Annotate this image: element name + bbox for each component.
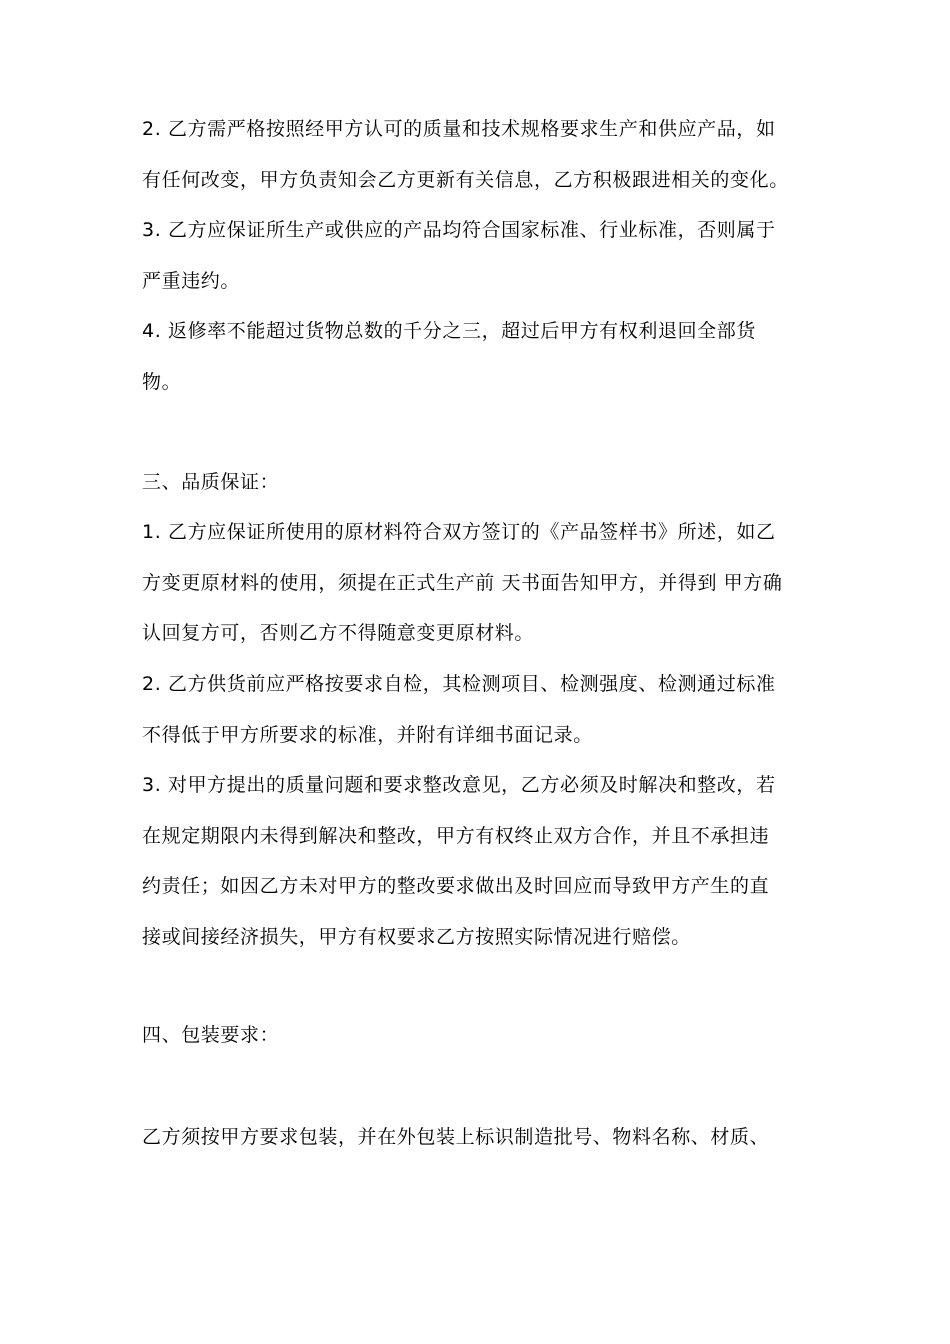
packaging-line-1: 乙方须按甲方要求包装，并在外包装上标识制造批号、物料名称、材质、 — [142, 1126, 770, 1148]
clause-2-line-2: 有任何改变，甲方负责知会乙方更新有关信息，乙方积极跟进相关的变化。 — [142, 169, 789, 191]
clause-3-line-1: 3. 乙方应保证所生产或供应的产品均符合国家标准、行业标准，否则属于 — [142, 219, 776, 241]
section-heading-packaging: 四、包装要求： — [142, 1024, 280, 1046]
clause-4-line-1: 4. 返修率不能超过货物总数的千分之三，超过后甲方有权利退回全部货 — [142, 320, 756, 342]
quality-2-line-1: 2. 乙方供货前应严格按要求自检，其检测项目、检测强度、检测通过标准 — [142, 673, 776, 695]
quality-2-line-2: 不得低于甲方所要求的标准，并附有详细书面记录。 — [142, 724, 593, 746]
quality-1-line-1: 1. 乙方应保证所使用的原材料符合双方签订的《产品签样书》所述，如乙 — [142, 521, 776, 543]
clause-4-line-2: 物。 — [142, 371, 182, 393]
quality-3-line-1: 3. 对甲方提出的质量问题和要求整改意见，乙方必须及时解决和整改，若 — [142, 774, 776, 796]
quality-3-line-3: 约责任；如因乙方未对甲方的整改要求做出及时回应而导致甲方产生的直 — [142, 875, 770, 897]
quality-3-line-4: 接或间接经济损失，甲方有权要求乙方按照实际情况进行赔偿。 — [142, 926, 691, 948]
clause-3-line-2: 严重违约。 — [142, 270, 241, 292]
quality-3-line-2: 在规定期限内未得到解决和整改，甲方有权终止双方合作，并且不承担违 — [142, 825, 770, 847]
section-heading-quality: 三、品质保证： — [142, 471, 280, 493]
clause-2-line-1: 2. 乙方需严格按照经甲方认可的质量和技术规格要求生产和供应产品，如 — [142, 118, 776, 140]
quality-1-line-3: 认回复方可，否则乙方不得随意变更原材料。 — [142, 622, 535, 644]
quality-1-line-2: 方变更原材料的使用，须提在正式生产前 天书面告知甲方，并得到 甲方确 — [142, 572, 783, 594]
